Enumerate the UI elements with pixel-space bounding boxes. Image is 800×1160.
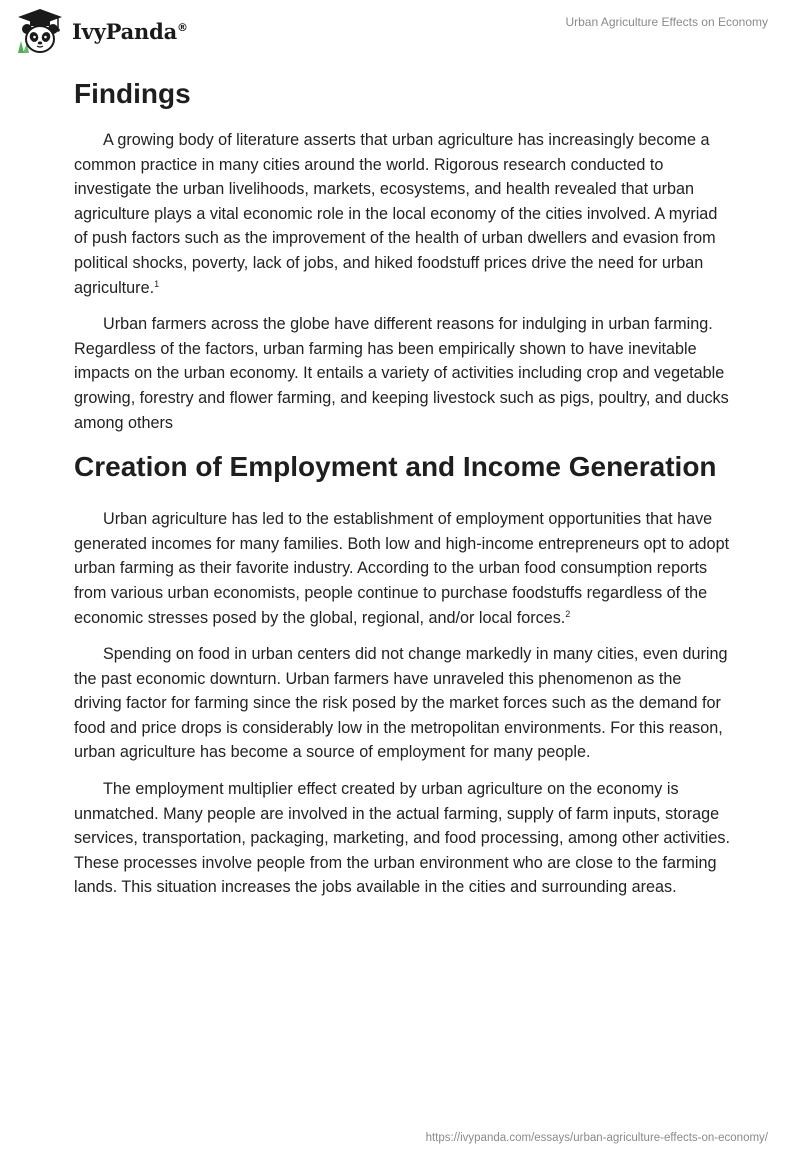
ivypanda-logo[interactable] bbox=[14, 7, 188, 55]
article-body bbox=[74, 70, 730, 912]
employment-paragraph-3: The employment multiplier effect created by urban agriculture on the economy is unmatched. Many people are involved in the actual farming, supply of farm inputs, storage services, transportation, packaging, marketing, and food processing, among other activities. These processes involve people from the urban environment who are close to the farming lands. This situation increases the jobs available in the cities and surrounding areas. bbox=[74, 780, 730, 897]
source-url[interactable]: https://ivypanda.com/essays/urban-agriculture-effects-on-economy/ bbox=[425, 1132, 768, 1144]
findings-paragraph-1: A growing body of literature asserts that urban agriculture has increasingly become a common practice in many cities around the world. Rigorous research conducted to investigate the urban livelihoods, markets, ecosystems, and health revealed that urban agriculture plays a vital economic role in the local economy of the cities involved. A myriad of push factors such as the improvement of the health of urban dwellers and evasion from political shocks, poverty, lack of jobs, and hiked foodstuff prices drive the need for urban agriculture.$^1$ bbox=[74, 131, 718, 297]
running-title: Urban Agriculture Effects on Economy bbox=[565, 15, 768, 29]
panda-graduate-icon bbox=[14, 7, 66, 55]
logo-wordmark: IvyPanda® bbox=[72, 18, 188, 44]
footnote-ref-2[interactable]: 2 bbox=[565, 608, 571, 619]
page-header bbox=[0, 0, 800, 60]
heading-employment: Creation of Employment and Income Generation bbox=[74, 451, 717, 483]
findings-paragraph-2: Urban farmers across the globe have different reasons for indulging in urban farming. Regardless of the factors, urban farming has been empirically shown to have inevitable impacts on the urban economy. It entails a variety of activities including crop and vegetable growing, forestry and flower farming, and keeping livestock such as pigs, poultry, and ducks among others bbox=[74, 315, 729, 432]
footnote-ref-1[interactable]: 1 bbox=[154, 278, 160, 289]
heading-findings: Findings bbox=[74, 78, 191, 109]
employment-paragraph-2: Spending on food in urban centers did not change markedly in many cities, even during the past economic downturn. Urban farmers have unraveled this phenomenon as the driving factor for farming since the risk posed by the market forces such as the demand for food and price drops is considerably low in the metropolitan environments. For this reason, urban agriculture has become a source of employment for many people. bbox=[74, 645, 728, 762]
employment-paragraph-1: Urban agriculture has led to the establishment of employment opportunities that have generated incomes for many families. Both low and high-income entrepreneurs opt to adopt urban farming as their favorite industry. According to the urban food consumption reports from various urban economists, people continue to purchase foodstuffs regardless of the economic stresses posed by the global, regional, and/or local forces.$^2$ bbox=[74, 510, 730, 627]
